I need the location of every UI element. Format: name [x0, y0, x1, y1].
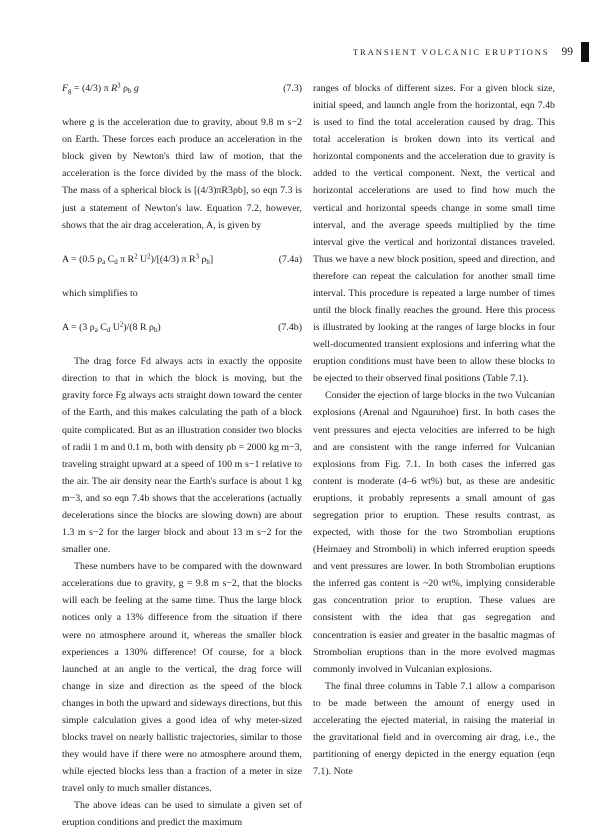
equation-7-4b: [62, 319, 302, 336]
equation-number: (7.4a): [278, 253, 302, 265]
paragraph: where g is the acceleration due to gravity, about 9.8 m s−2 on Earth. These forces each produce an acceleration in the block given by Newton's third law of motion, that the acceleration is the force divided by the mass of the block. The mass of a spherical block is [(4/3)πR3ρb], so eqn 7.3 is just a statement of Newton's law. Equation 7.2, however, shows that the air drag acceleration, A, is given by: [62, 117, 302, 231]
running-header: [353, 42, 589, 62]
equation-7-3: [62, 80, 302, 97]
paragraph: The drag force Fd always acts in exactly the opposite direction to that in which the block is moving, but the gravity force Fg always acts straight down toward the center of the Earth, and this makes calculating the path of a block quite complicated. But as an illustration consider two blocks of radii 1 m and 0.1 m, both with density ρb = 2000 kg m−3, traveling straight upward at a speed of 100 m s−1 relative to the air. The air density near the Earth's surface is about 1 kg m−3, and so eqn 7.4b shows that the accelerations (actually decelerations since the blocks are slowing down) are about 1.3 m s−2 for the larger block and about 13 m s−2 for the smaller one.: [62, 356, 302, 556]
equation-number: (7.4b): [278, 322, 302, 334]
paragraph: which simplifies to: [62, 287, 138, 299]
equation-7-3-body: $F_g = (4/3)$ π $R^3$ $\rho_b$ g: [62, 82, 139, 95]
page-tab-marker: [581, 42, 589, 62]
equation-7-4a: [62, 251, 302, 268]
right-column: [313, 80, 555, 780]
paragraph: ranges of blocks of different sizes. For a given block size, initial speed, and launch angle from the horizontal, eqn 7.4b is used to find the total acceleration caused by drag. This total acceleration is broken down into its vertical and horizontal components and the acceleration due to gravity is added to the vertical component. Next, the vertical and horizontal accelerations are used to find how much the vertical and horizontal speeds change in some small time interval, and the average speeds multiplied by the time interval give the vertical and horizontal distances traveled. Thus we have a new block position, speed and direction, and therefore can repeat the calculation for another small time interval. This procedure is repeated a large number of times until the block finally reaches the ground. Here this process is illustrated by looking at the ranges of large blocks in four well-documented transient explosions and inferring what the eruption conditions must have been to allow these blocks to be ejected to their observed final positions (Table 7.1).: [313, 83, 555, 385]
paragraph: The final three columns in Table 7.1 allow a comparison to be made between the amount of energy used in accelerating the ejected material, in raising the material in the gravitational field and in overcoming air drag, i.e., the partitioning of energy depicted in the energy equation (eqn 7.1). Note: [313, 680, 555, 778]
running-title: TRANSIENT VOLCANIC ERUPTIONS: [352, 47, 550, 57]
equation-7-4b-body: A = (3 $\rho_a$ $C_d$ $U^2)/(8$ R $\rho_b$): [62, 321, 161, 334]
paragraph: Consider the ejection of large blocks in the two Vulcanian explosions (Arenal and Ngauruhoe) first. In both cases the vent pressures and ejecta velocities are inferred to be high and are consistent with the range inferred for Vulcanian explosions from Fig. 7.1. In both cases the inferred gas content is moderate (4–6 wt%) but, as these are andesitic eruptions, it probably represents a small amount of gas segregation prior to eruption. These results contrast, as expected, with those for the two Strombolian eruptions (Heimaey and Stromboli) in which inferred eruption speeds and vent pressures are lower. In both Strombolian eruptions the inferred gas content is ~20 wt%, implying considerable gas concentration prior to eruption. These values are consistent with the idea that gas segregation and concentration is easier and greater in the basaltic magmas of Strombolian eruptions than in the more evolved magmas commonly involved in Vulcanian explosions.: [313, 390, 555, 675]
paragraph: The above ideas can be used to simulate a given set of eruption conditions and predict the maximum: [62, 800, 302, 829]
equation-number: (7.3): [283, 83, 302, 94]
equation-7-4a-body: A = (0.5 $\rho_a$ $C_d$ π $R^2$ $U^2)/[(4/3)$ π $R^3$ $\rho_b$]: [62, 253, 214, 266]
page-number: 99: [561, 46, 573, 58]
left-column: [62, 80, 302, 831]
paragraph: These numbers have to be compared with the downward accelerations due to gravity, g = 9.8 m s−2, that the blocks will each be feeling at the same time. Thus the large block notices only a 13% difference from the situation if there were no atmosphere around it, whereas the smaller block experiences a 130% difference! Of course, for a block launched at an angle to the vertical, the drag force will change in size and direction as the speed of the block changes in both the upward and sideways directions, but this simple calculation gives a good idea of why meter-sized blocks travel on nearly ballistic trajectories, similar to those they would have if there were no atmosphere around them, while ejected blocks less than a fraction of a meter in size travel only to much smaller distances.: [62, 561, 302, 795]
